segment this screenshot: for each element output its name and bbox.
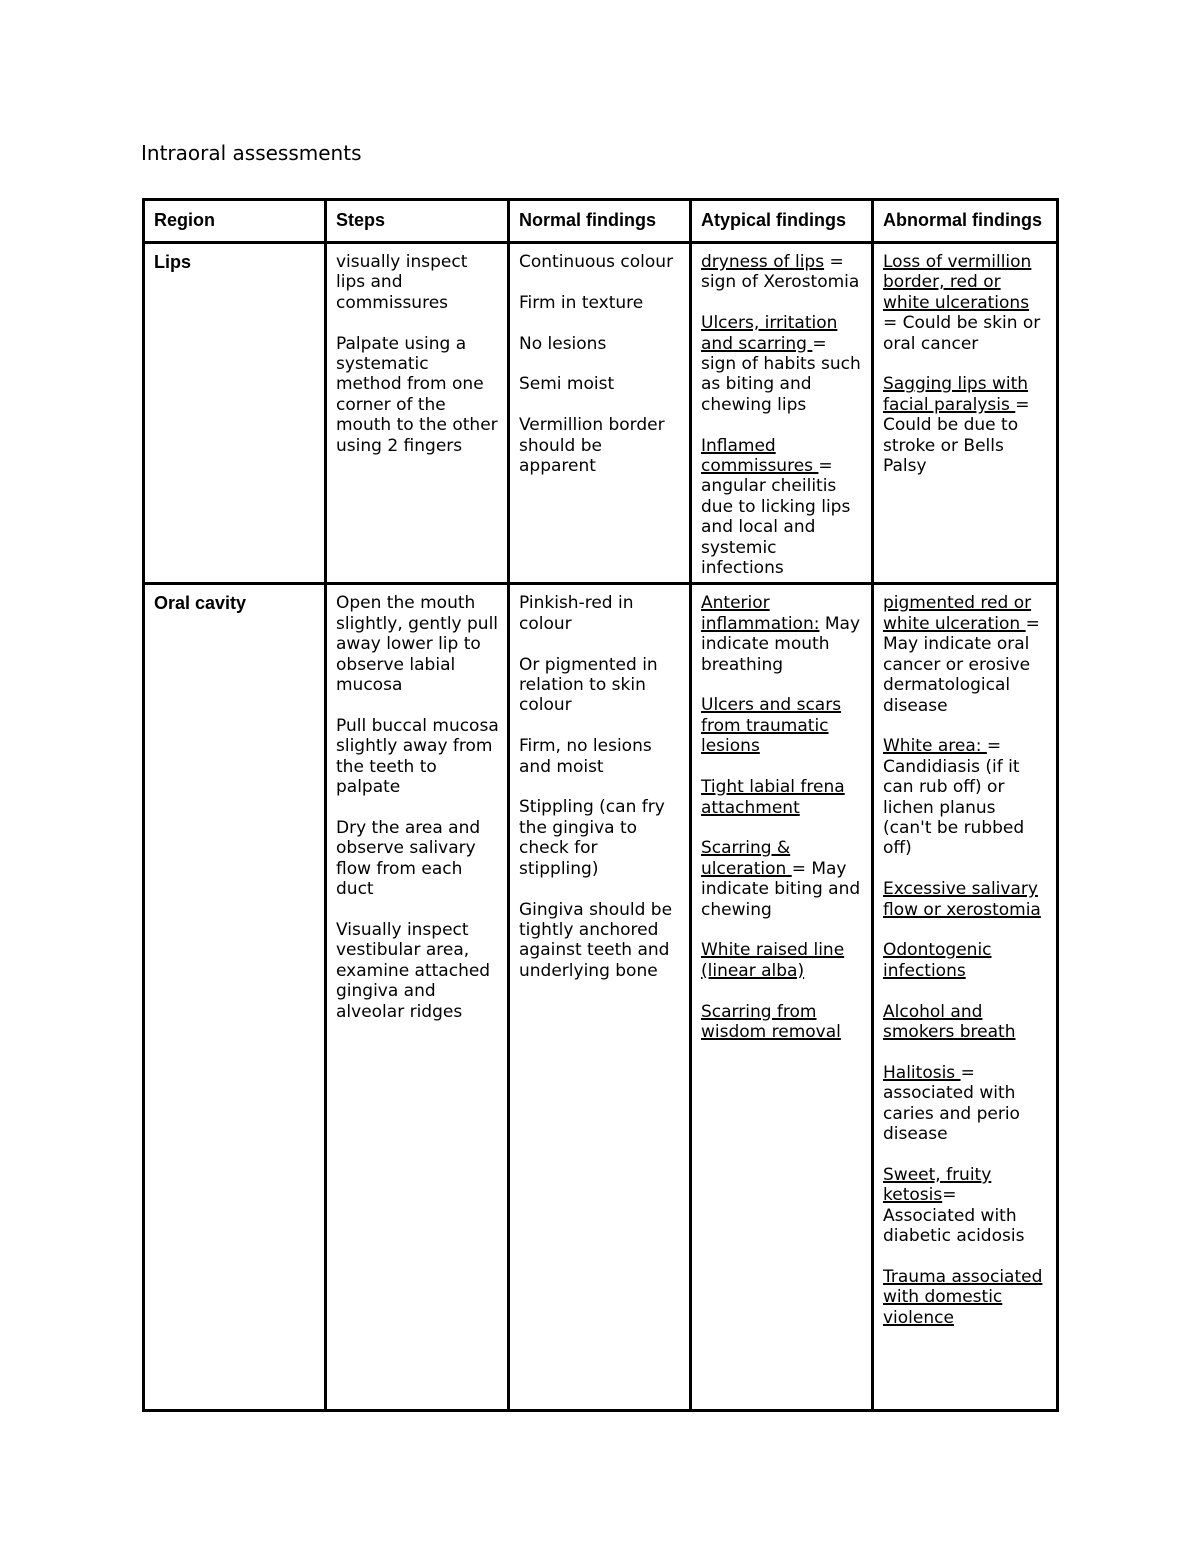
underlined-term: Trauma associated with domestic violence <box>883 1266 1043 1328</box>
text-segment: Semi moist <box>519 374 615 395</box>
atypical-findings-cell <box>691 584 873 1411</box>
finding-paragraph <box>519 593 681 634</box>
region-label: Lips <box>154 252 192 272</box>
finding-paragraph <box>519 415 681 476</box>
assessment-table <box>142 198 1059 1412</box>
finding-paragraph <box>883 374 1048 476</box>
underlined-term: Sweet, fruity ketosis <box>883 1164 992 1206</box>
steps-cell <box>326 243 509 584</box>
text-segment: May indicate mouth breathing <box>701 613 861 675</box>
text-segment: = sign of habits such as biting and chewing lips <box>701 333 861 415</box>
underlined-term: Scarring from wisdom removal <box>701 1001 841 1042</box>
text-segment: Gingiva should be tightly anchored against teeth and underlying bone <box>519 899 673 981</box>
finding-paragraph <box>883 879 1048 920</box>
column-header-atypical-findings: Atypical findings <box>691 200 873 243</box>
text-segment: = sign of Xerostomia <box>701 252 860 293</box>
text-segment: Dry the area and observe salivary flow from each duct <box>336 817 481 900</box>
text-segment: Palpate using a systematic method from one corner of the mouth to the other using 2 fingers <box>336 333 498 456</box>
region-cell <box>144 584 326 1411</box>
underlined-term: Tight labial frena attachment <box>701 777 845 818</box>
finding-paragraph <box>883 1063 1048 1145</box>
finding-paragraph <box>883 1165 1048 1247</box>
text-segment: Pinkish-red in colour <box>519 593 634 634</box>
abnormal-findings-cell <box>873 584 1058 1411</box>
text-segment: Vermillion border should be apparent <box>519 415 665 476</box>
finding-paragraph <box>701 1002 863 1043</box>
finding-paragraph <box>336 716 499 798</box>
underlined-term: Excessive salivary flow or xerostomia <box>883 879 1041 920</box>
underlined-term: Odontogenic infections <box>883 940 992 981</box>
abnormal-findings-cell <box>873 243 1058 584</box>
finding-paragraph <box>519 374 681 394</box>
finding-paragraph <box>336 920 499 1022</box>
underlined-term: White raised line (linear alba) <box>701 940 845 981</box>
normal-findings-cell <box>509 243 691 584</box>
finding-paragraph <box>883 1267 1048 1328</box>
finding-paragraph <box>701 436 863 579</box>
finding-paragraph <box>519 736 681 777</box>
underlined-term: Scarring & ulceration <box>701 838 792 879</box>
table-row-oral-cavity <box>144 584 1058 1411</box>
text-segment: Or pigmented in relation to skin colour <box>519 654 658 716</box>
column-header-steps: Steps <box>326 200 509 243</box>
text-segment: = Associated with diabetic acidosis <box>883 1185 1025 1246</box>
finding-paragraph <box>701 593 863 675</box>
text-segment: = Could be due to stroke or Bells Palsy <box>883 394 1030 477</box>
text-segment: Open the mouth slightly, gently pull away lower lip to observe labial mucosa <box>336 593 499 696</box>
table-row-lips <box>144 243 1058 584</box>
column-header-region: Region <box>144 200 326 243</box>
underlined-term: White area: <box>883 736 987 757</box>
finding-paragraph <box>883 940 1048 981</box>
text-segment: Visually inspect vestibular area, examine attached gingiva and alveolar ridges <box>336 919 491 1022</box>
finding-paragraph <box>519 900 681 982</box>
text-segment: = associated with caries and perio disease <box>883 1062 1020 1144</box>
finding-paragraph <box>701 777 863 818</box>
finding-paragraph <box>883 252 1048 354</box>
finding-paragraph <box>701 252 863 293</box>
finding-paragraph <box>883 736 1048 858</box>
finding-paragraph <box>519 655 681 716</box>
finding-paragraph <box>336 252 499 313</box>
region-cell <box>144 243 326 584</box>
finding-paragraph <box>883 1002 1048 1043</box>
text-segment: Pull buccal mucosa slightly away from the teeth to palpate <box>336 715 499 798</box>
document-title: Intraoral assessments <box>141 141 362 165</box>
underlined-term: Inflamed commissures <box>701 435 819 477</box>
finding-paragraph <box>519 797 681 879</box>
table-header-row <box>144 200 1058 243</box>
finding-paragraph <box>519 293 681 313</box>
underlined-term: dryness of lips <box>701 252 825 272</box>
finding-paragraph <box>519 252 681 272</box>
finding-paragraph <box>336 334 499 456</box>
finding-paragraph <box>701 940 863 981</box>
text-segment: Firm in texture <box>519 292 644 313</box>
text-segment: Continuous colour <box>519 252 674 272</box>
finding-paragraph <box>883 593 1048 715</box>
underlined-term: Sagging lips with facial paralysis <box>883 374 1029 415</box>
text-segment: = angular cheilitis due to licking lips and local and systemic infections <box>701 456 851 579</box>
underlined-term: Loss of vermillion border, red or white ulcerations <box>883 252 1032 313</box>
text-segment: = Candidiasis (if it can rub off) or lichen planus (can't be rubbed off) <box>883 736 1025 859</box>
finding-paragraph <box>519 334 681 354</box>
column-header-normal-findings: Normal findings <box>509 200 691 243</box>
underlined-term: Halitosis <box>883 1062 961 1083</box>
finding-paragraph <box>336 818 499 900</box>
normal-findings-cell <box>509 584 691 1411</box>
underlined-term: Anterior inflammation: <box>701 593 820 634</box>
text-segment: visually inspect lips and commissures <box>336 252 468 313</box>
text-segment: Firm, no lesions and moist <box>519 736 652 777</box>
text-segment: Stippling (can fry the gingiva to check for stippling) <box>519 797 665 879</box>
finding-paragraph <box>701 313 863 415</box>
finding-paragraph <box>701 838 863 920</box>
finding-paragraph <box>336 593 499 695</box>
region-label: Oral cavity <box>154 593 247 614</box>
underlined-term: pigmented red or white ulceration <box>883 593 1032 634</box>
column-header-abnormal-findings: Abnormal findings <box>873 200 1058 243</box>
finding-paragraph <box>701 695 863 756</box>
underlined-term: Ulcers and scars from traumatic lesions <box>701 695 842 757</box>
text-segment: No lesions <box>519 333 607 354</box>
underlined-term: Alcohol and smokers breath <box>883 1001 1016 1042</box>
text-segment: = May indicate oral cancer or erosive dermatological disease <box>883 613 1040 716</box>
text-segment: = Could be skin or oral cancer <box>883 313 1041 354</box>
underlined-term: Ulcers, irritation and scarring <box>701 313 838 354</box>
text-segment: = May indicate biting and chewing <box>701 858 861 920</box>
atypical-findings-cell <box>691 243 873 584</box>
steps-cell <box>326 584 509 1411</box>
